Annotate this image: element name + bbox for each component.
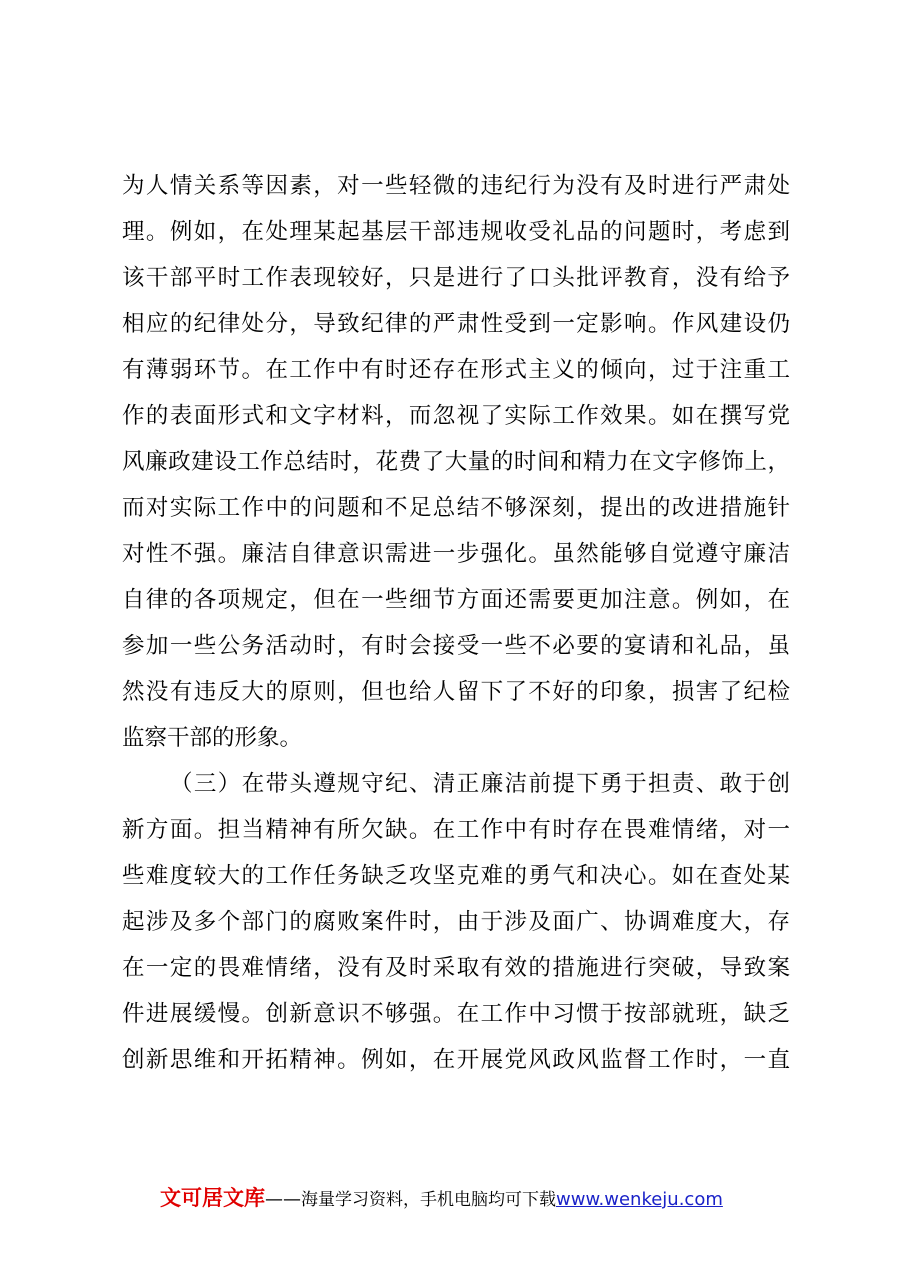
footer-brand: 文可居文库 xyxy=(160,1186,265,1210)
text-line: 自律的各项规定，但在一些细节方面还需要更加注意。例如，在 xyxy=(122,587,790,613)
footer-banner xyxy=(160,1182,800,1212)
text-line: 在一定的畏难情绪，没有及时采取有效的措施进行突破，导致案 xyxy=(122,955,790,981)
text-line: 相应的纪律处分，导致纪律的严肃性受到一定影响。作风建设仍 xyxy=(122,311,790,337)
document-body xyxy=(122,163,790,1083)
footer-dash: —— xyxy=(265,1189,301,1210)
text-line: 为人情关系等因素，对一些轻微的违纪行为没有及时进行严肃处 xyxy=(122,173,790,199)
text-line: 参加一些公务活动时，有时会接受一些不必要的宴请和礼品，虽 xyxy=(122,633,790,659)
text-line: 理。例如，在处理某起基层干部违规收受礼品的问题时，考虑到 xyxy=(122,219,790,245)
text-line: 对性不强。廉洁自律意识需进一步强化。虽然能够自觉遵守廉洁 xyxy=(122,541,790,567)
text-line: 然没有违反大的原则，但也给人留下了不好的印象，损害了纪检 xyxy=(122,679,790,705)
text-line: 有薄弱环节。在工作中有时还存在形式主义的倾向，过于注重工 xyxy=(122,357,790,383)
text-line: 起涉及多个部门的腐败案件时，由于涉及面广、协调难度大，存 xyxy=(122,909,790,935)
text-line: 新方面。担当精神有所欠缺。在工作中有时存在畏难情绪，对一 xyxy=(122,817,790,843)
text-line: 作的表面形式和文字材料，而忽视了实际工作效果。如在撰写党 xyxy=(122,403,790,429)
text-line: 件进展缓慢。创新意识不够强。在工作中习惯于按部就班，缺乏 xyxy=(122,1001,790,1027)
footer-tagline: 海量学习资料，手机电脑均可下载 xyxy=(301,1190,556,1210)
text-line: 风廉政建设工作总结时，花费了大量的时间和精力在文字修饰上， xyxy=(122,449,790,475)
text-line: 监察干部的形象。 xyxy=(122,725,303,751)
text-line: 该干部平时工作表现较好，只是进行了口头批评教育，没有给予 xyxy=(122,265,790,291)
text-line: 些难度较大的工作任务缺乏攻坚克难的勇气和决心。如在查处某 xyxy=(122,863,790,889)
text-line: 而对实际工作中的问题和不足总结不够深刻，提出的改进措施针 xyxy=(122,495,790,521)
footer-website-link[interactable]: www.wenkeju.com xyxy=(556,1189,723,1210)
section-heading-line: （三）在带头遵规守纪、清正廉洁前提下勇于担责、敢于创 xyxy=(170,771,790,797)
text-line: 创新思维和开拓精神。例如，在开展党风政风监督工作时，一直 xyxy=(122,1047,790,1073)
